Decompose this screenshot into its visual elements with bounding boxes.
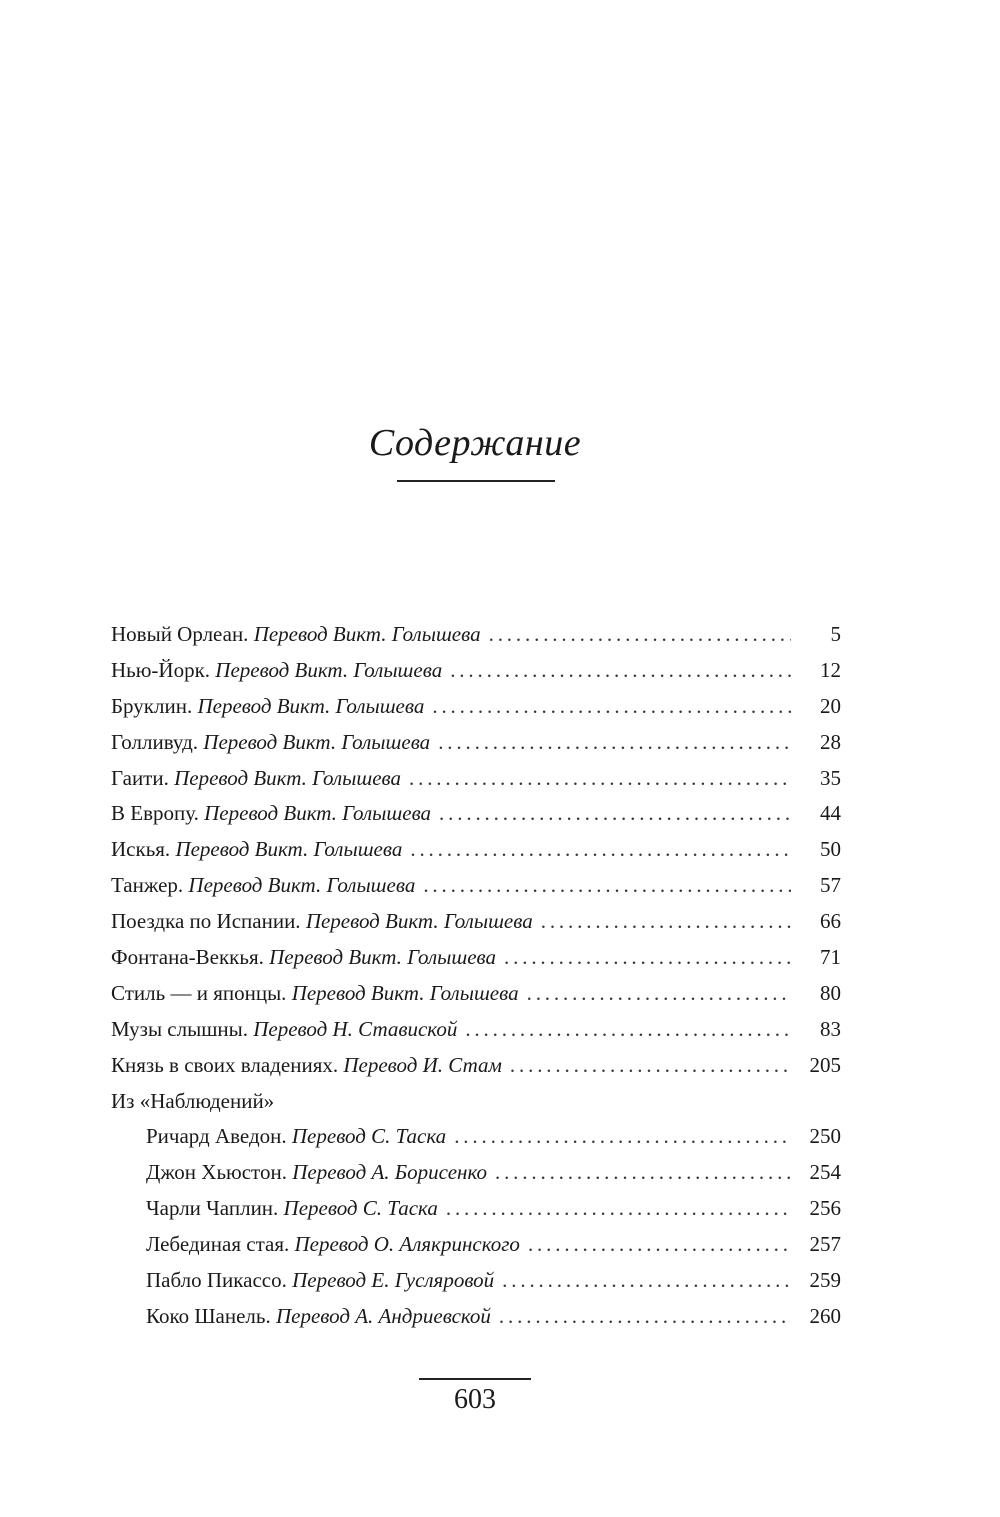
- toc-entry-title: [111, 694, 424, 719]
- toc-leader-dots: [423, 873, 791, 898]
- toc-entry-title: [111, 622, 481, 647]
- page-number: 603: [454, 1384, 496, 1415]
- title-rule: [397, 480, 555, 482]
- toc-entry: [111, 1304, 841, 1340]
- toc-section-heading: [111, 1089, 841, 1125]
- toc-entry-title: [146, 1304, 491, 1329]
- toc-leader-dots: [528, 1232, 791, 1257]
- toc-leader-dots: [510, 1053, 791, 1078]
- toc-entry-name: Нью-Йорк.: [111, 657, 211, 682]
- toc-entry-title: [146, 1232, 520, 1257]
- toc-entry-page: 250: [809, 1124, 841, 1149]
- toc-entry-title: [111, 873, 415, 898]
- toc-entry-page: 44: [820, 801, 841, 826]
- toc-entry-page: 66: [820, 909, 841, 934]
- toc-entry-name: Князь в своих владениях.: [111, 1052, 339, 1077]
- toc-entry-name: Искья.: [111, 837, 171, 862]
- toc-entry-translator: Перевод Викт. Голышева: [203, 729, 431, 754]
- toc-entry-page: 259: [809, 1268, 841, 1293]
- toc-entry-page: 80: [820, 980, 841, 1005]
- toc-entry-translator: Перевод Е. Гусляровой: [292, 1268, 495, 1293]
- toc-leader-dots: [409, 766, 791, 791]
- toc-entry-title: [146, 1124, 446, 1149]
- toc-entry-page: 57: [820, 873, 841, 898]
- toc-entry-name: Музы слышны.: [111, 1016, 248, 1041]
- toc-entry-translator: Перевод Викт. Голышева: [174, 765, 401, 790]
- toc-entry-title: [111, 730, 430, 755]
- toc-leader-dots: [410, 837, 791, 862]
- toc-entry: [111, 1160, 841, 1196]
- toc-entry-translator: Перевод С. Таска: [291, 1124, 447, 1149]
- toc-leader-dots: [489, 622, 791, 647]
- toc-entry-translator: Перевод Викт. Голышева: [305, 909, 533, 934]
- toc-entry-translator: Перевод Викт. Голышева: [188, 873, 416, 898]
- toc-entry: [111, 1017, 841, 1053]
- toc-leader-dots: [504, 945, 791, 970]
- toc-entry-name: Голливуд.: [111, 729, 199, 754]
- toc-leader-dots: [495, 1160, 791, 1185]
- toc-entry-translator: Перевод Н. Ставиской: [253, 1016, 458, 1041]
- toc-leader-dots: [432, 694, 791, 719]
- toc-entry-translator: Перевод И. Стам: [343, 1052, 502, 1077]
- toc-entry-page: 260: [809, 1303, 841, 1328]
- toc-entry-title: [111, 945, 496, 970]
- toc-entry-title: [146, 1160, 487, 1185]
- toc-entry-name: Из «Наблюдений»: [111, 1088, 275, 1113]
- toc-entry-translator: Перевод С. Таска: [283, 1196, 438, 1221]
- toc-entry: [111, 873, 841, 909]
- toc-entry-name: Чарли Чаплин.: [146, 1196, 279, 1221]
- toc-entry-page: 205: [809, 1052, 841, 1077]
- toc-leader-dots: [499, 1304, 791, 1329]
- toc-entry-page: 28: [820, 729, 841, 754]
- toc-entry: [111, 694, 841, 730]
- toc-entry-name: Пабло Пикассо.: [146, 1268, 287, 1293]
- toc-entry-name: Поездка по Испании.: [111, 909, 301, 934]
- toc-entry-title: [111, 981, 519, 1006]
- toc-entry-title: [111, 1053, 502, 1078]
- toc-entry-title: [111, 837, 402, 862]
- toc-entry: [111, 1268, 841, 1304]
- toc-entry: [111, 622, 841, 658]
- toc-entry: [111, 1124, 841, 1160]
- toc-entry-title: [146, 1268, 494, 1293]
- toc-entry-translator: Перевод Викт. Голышева: [291, 980, 519, 1005]
- toc-leader-dots: [450, 658, 791, 683]
- toc-entry: [111, 730, 841, 766]
- toc-entry-name: Стиль — и японцы.: [111, 980, 287, 1005]
- toc-entry-translator: Перевод Викт. Голышева: [175, 837, 403, 862]
- toc-entry-page: 12: [820, 657, 841, 682]
- toc-entry-title: [111, 658, 442, 683]
- toc-entry-name: Гаити.: [111, 765, 169, 790]
- toc-entry-name: Танжер.: [111, 873, 184, 898]
- toc-entry-title: [111, 1017, 457, 1042]
- toc-entry-page: 256: [809, 1196, 841, 1221]
- toc-entry-page: 20: [820, 693, 841, 718]
- toc-entry-title: [111, 801, 431, 826]
- toc-entry-translator: Перевод Викт. Голышева: [197, 693, 425, 718]
- toc-entry-translator: Перевод А. Борисенко: [292, 1160, 487, 1185]
- toc-leader-dots: [454, 1124, 791, 1149]
- toc-entry-title: [111, 1089, 274, 1114]
- toc-entry-page: 257: [809, 1232, 841, 1257]
- toc-entry-name: Джон Хьюстон.: [146, 1160, 287, 1185]
- toc-entry-page: 5: [830, 622, 841, 646]
- toc-entry: [111, 1053, 841, 1089]
- toc-entry-page: 254: [809, 1160, 841, 1185]
- toc-leader-dots: [439, 801, 791, 826]
- toc-entry: [111, 801, 841, 837]
- toc-entry-page: 83: [820, 1016, 841, 1041]
- toc-leader-dots: [438, 730, 791, 755]
- toc-entry-name: В Европу.: [111, 801, 199, 826]
- toc-leader-dots: [465, 1017, 791, 1042]
- toc-entry-name: Лебединая стая.: [146, 1232, 290, 1257]
- toc-leader-dots: [502, 1268, 791, 1293]
- toc-entry-page: 71: [820, 945, 841, 970]
- toc-entry-title: [111, 766, 401, 791]
- table-of-contents: [111, 622, 841, 1340]
- toc-entry: [111, 837, 841, 873]
- toc-entry-translator: Перевод А. Андриевской: [275, 1303, 491, 1328]
- toc-entry-name: Фонтана-Веккья.: [111, 945, 264, 970]
- toc-entry: [111, 1232, 841, 1268]
- toc-entry-translator: Перевод Викт. Голышева: [253, 622, 481, 646]
- toc-entry-page: 50: [820, 837, 841, 862]
- toc-entry: [111, 766, 841, 802]
- toc-entry-name: Новый Орлеан.: [111, 622, 249, 646]
- toc-entry: [111, 1196, 841, 1232]
- toc-leader-dots: [527, 981, 791, 1006]
- toc-entry: [111, 945, 841, 981]
- toc-entry: [111, 981, 841, 1017]
- toc-entry-translator: Перевод Викт. Голышева: [204, 801, 432, 826]
- toc-entry-name: Ричард Аведон.: [146, 1124, 287, 1149]
- toc-entry-translator: Перевод Викт. Голышева: [269, 945, 497, 970]
- toc-entry-name: Коко Шанель.: [146, 1303, 271, 1328]
- toc-leader-dots: [446, 1196, 791, 1221]
- toc-entry: [111, 909, 841, 945]
- page-title: Содержание: [368, 422, 582, 464]
- toc-entry: [111, 658, 841, 694]
- toc-entry-translator: Перевод Викт. Голышева: [215, 657, 443, 682]
- toc-entry-title: [111, 909, 533, 934]
- toc-entry-page: 35: [820, 765, 841, 790]
- toc-entry-translator: Перевод О. Алякринского: [294, 1232, 520, 1257]
- toc-leader-dots: [541, 909, 791, 934]
- toc-entry-title: [146, 1196, 438, 1221]
- toc-entry-name: Бруклин.: [111, 693, 193, 718]
